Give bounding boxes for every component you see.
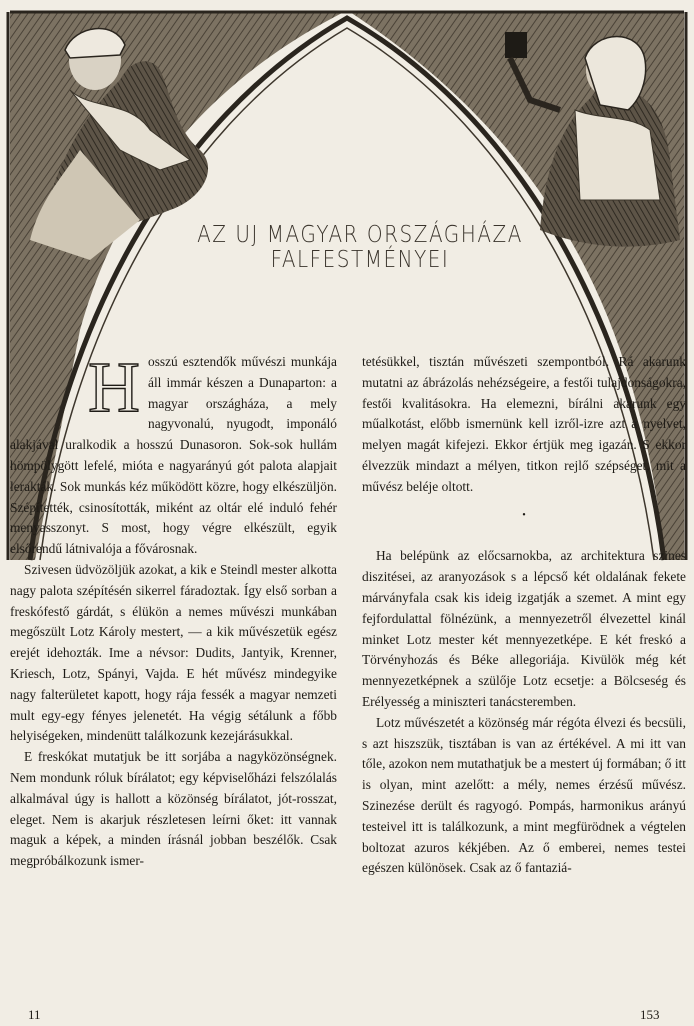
right-column [362,352,686,879]
paragraph: tetésükkel, tisztán művészeti szempontból. Rá akarunk mutatni az ábrázolás nehézségeire, a festői tulajdonságokra, festői kvalitásokra. Ha elemezni, bírálni akarunk egy műalkotást, előbb ismernünk kell izről-izre azt a nyelvet, melyen magát kifejezi. Ekkor értjük meg igazán. S ekkor élvezzük mindazt a mélyen, titkon rejlő szépséget, mit a művész beléje oltott. [362,354,686,494]
paragraph: osszú esztendők művészi munkája áll immár készen a Dunaparton: a magyar országháza, a mely nagyvonalú, nyugodt, imponáló alakjával uralkodik a hosszú Dunasoron. Sok-sok hullám hömpölygött lefelé, mióta e nagyarányú gót palota alapjait lerakták. Sok munkás kéz működött közre, hogy elkészüljön. Szépítették, csinosították, miként az oltár elé induló fehér menyasszonyt. S most, hogy végre elkészült, egyik elsőrendű látnivalója a fővárosnak. [10,354,337,557]
paragraph: Szivesen üdvözöljük azokat, a kik e Steindl mester alkotta nagy palota szépítésén sikerrel fáradoztak. Így első sorban a freskófestő gárdát, s élükön a nemes művészi munkában megőszült Lotz Károly mestert, — a kik művészetük egész erejét idehozták. Ime a névsor: Dudits, Jantyik, Krenner, Kriesch, Lotz, Spányi, Vajda. E hét művész mindegyike nagy falterületet kapott, hogy rája fessék a magyar nemzeti mult egy-egy fényes jelenetét. Ha végig sétálunk a főbb helyiségeken, mindenütt találkozunk kezejárásukkal. [10,561,337,744]
page-number-right: 153 [640,1007,660,1022]
section-separator: • [522,509,526,521]
page-number-left: 11 [28,1007,41,1022]
paragraph: E freskókat mutatjuk be itt sorjába a nagyközönségnek. Nem mondunk róluk bírálatot; egy képviselőházi felszólalás alkalmával úgy is hallott a közönség bírálatot, jót-rosszat, eleget. Nem is akarjuk részletesen leírni őket: itt vannak maguk a képek, a minden írásnál jobban beszélők. Csak megpróbálkozunk ismer- [10,749,337,869]
paragraph: Ha belépünk az előcsarnokba, az architektura szines diszitései, az aranyozások s a lépcső két oldalának fekete márványfala csak kis ideig izgatják a szemet. A mint egy fejfordulattal fölnézünk, a mennyezetről élvezettel kinál minket Lotz mester két mennyezetképe. E két freskó a Törvényhozás és Béke allegoriája. Kivülök még két mennyezetképnek a szülője Lotz ecsetje: a Bölcseség és Erélyesség a miniszteri tanácsteremben. [362,548,686,709]
left-column [10,347,337,872]
article-title-line-2: FALFESTMÉNYEI [270,245,450,273]
drop-cap: H [88,347,140,427]
paragraph: Lotz művészetét a közönség már régóta élvezi és becsüli, s azt hiszszük, tisztában is van az értékével. A mi itt van tőle, azokon nem mutathatjuk be a mestert új formában; ő itt is olyan, mint azelőtt: a mély, nemes érzésű művész. Szinezése derült és ragyogó. Pompás, harmonikus arányú testeivel itt is találkozunk, a mint megfürödnek a végtelen boltozat azuros kékjében. Az ő emberei, nemes testei egészen különösek. Csak az ő fantaziá- [362,714,686,876]
article-title-line-1: AZ UJ MAGYAR ORSZÁGHÁZA [197,220,523,248]
